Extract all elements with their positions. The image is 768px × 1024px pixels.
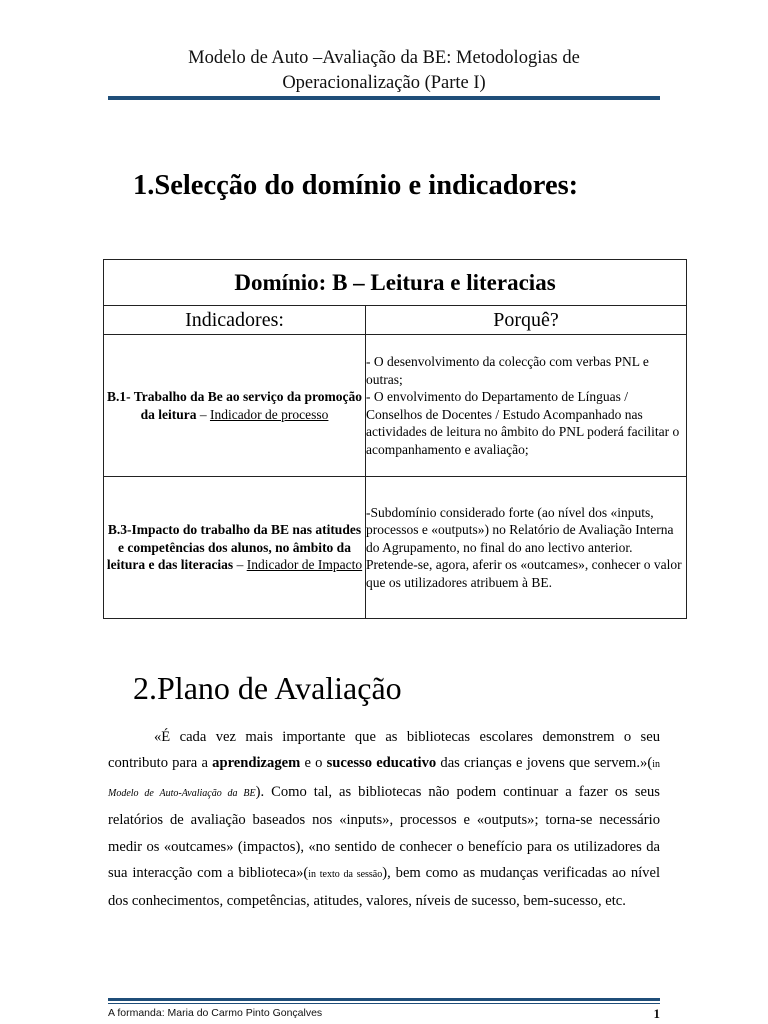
indicator-type-link[interactable]: Indicador de Impacto: [246, 557, 363, 573]
header-title-line1: Modelo de Auto –Avaliação da BE: Metodologias de: [188, 48, 580, 68]
indicator-cell: [104, 335, 366, 477]
paragraph-text: ), bem como as mudanças verificadas ao nível dos conhecimentos, competências, atitudes, valores, níveis de sucesso, bem-sucesso, etc.: [108, 865, 660, 910]
indicator-type-link[interactable]: Indicador de processo: [209, 406, 329, 422]
evaluation-paragraph: [108, 724, 660, 915]
indicator-text: B.1- Trabalho da Be ao serviço da promoção da leitura: [106, 389, 362, 422]
header-rule: [108, 96, 660, 100]
indicator-dash: –: [196, 406, 210, 422]
indicator-text: B.3-Impacto do trabalho da BE nas atitudes e competências dos alunos, no âmbito da leitura e das literacias: [106, 522, 362, 573]
paragraph-text: ): [255, 783, 261, 800]
paragraph-bold-sucesso: sucesso educativo: [326, 755, 437, 772]
indicator-cell: [104, 477, 366, 619]
footer-author: A formanda: Maria do Carmo Pinto Gonçalves: [108, 1007, 323, 1019]
column-header-why: Porquê?: [366, 306, 687, 335]
paragraph-text: das crianças e jovens que servem.»(: [436, 755, 653, 772]
header-title-line2: Operacionalização (Parte I): [282, 73, 486, 93]
why-line: - O envolvimento do Departamento de Línguas / Conselhos de Docentes / Estudo Acompanhado nas actividades de leitura no âmbito do PNL poderá facilitar o acompanhamento e avaliação;: [366, 389, 680, 457]
section1-heading: 1.Selecção do domínio e indicadores:: [133, 170, 579, 201]
citation-session: in texto da sessão: [308, 869, 383, 881]
citation-in: in: [652, 759, 660, 771]
section2-heading: 2.Plano de Avaliação: [133, 670, 402, 706]
citation-source: Modelo de Auto-Avaliação da BE: [108, 787, 256, 799]
footer-rule-thin: [108, 1003, 660, 1004]
page-footer: [108, 1007, 660, 1019]
column-header-indicators: Indicadores:: [104, 306, 366, 335]
table-row: [104, 335, 687, 477]
indicator-dash: –: [233, 557, 247, 573]
paragraph-text: «É cada vez mais importante que as bibliotecas escolares demonstrem o seu contributo para a: [108, 729, 660, 772]
domain-table: [103, 259, 687, 619]
footer-rule: [108, 998, 660, 1001]
why-line: -Subdomínio considerado forte (ao nível dos «inputs, processos e «outputs») no Relatório de Avaliação Interna do Agrupamento, no final do ano lectivo anterior. Pretende-se, agora, aferir os «outcames», conhecer o valor que os utilizadores atribuem à BE.: [366, 504, 682, 590]
why-cell: [366, 477, 687, 619]
paragraph-text: . Como tal, as bibliotecas não podem continuar a fazer os seus relatórios de avaliação baseados nos «inputs», processos e «outputs»; torna-se necessário medir os «outcames» (impactos), «no sentido de conhecer o benefício para os utilizadores da sua interacção com a biblioteca»(: [108, 783, 660, 882]
why-cell: [366, 335, 687, 477]
domain-title: Domínio: B – Leitura e literacias: [104, 260, 687, 306]
table-row: [104, 477, 687, 619]
page-number: 1: [653, 1006, 660, 1021]
why-line: - O desenvolvimento da colecção com verbas PNL e outras;: [366, 354, 649, 387]
paragraph-text: e o: [300, 755, 327, 772]
paragraph-bold-aprendizagem: aprendizagem: [212, 755, 301, 772]
page-header: [108, 46, 660, 96]
